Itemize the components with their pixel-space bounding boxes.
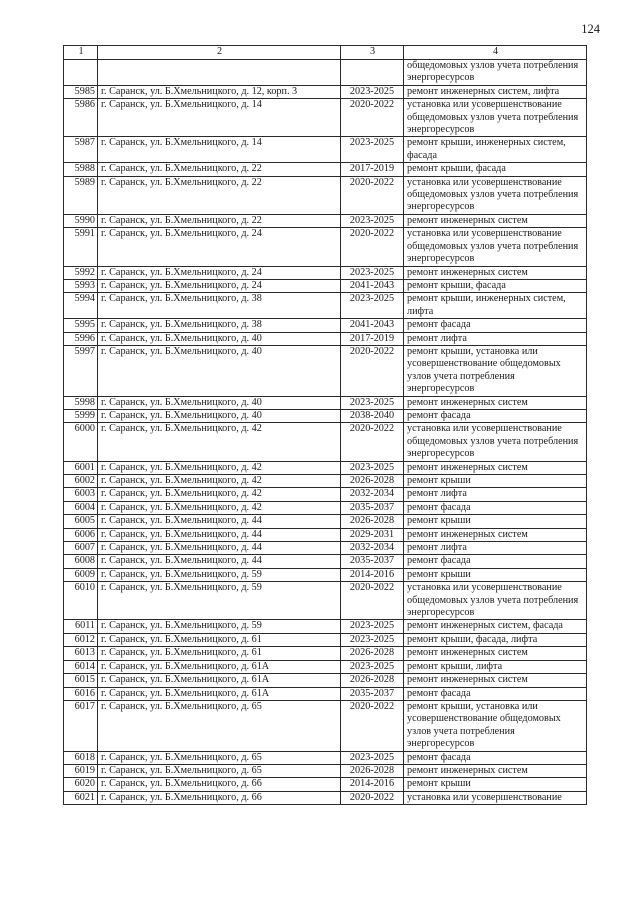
repair-schedule-table xyxy=(63,45,587,805)
table-row xyxy=(64,279,587,292)
work-type-cell: ремонт инженерных систем xyxy=(404,674,587,687)
address-cell: г. Саранск, ул. Б.Хмельницкого, д. 14 xyxy=(98,99,341,137)
table-row xyxy=(64,528,587,541)
row-number-cell: 6015 xyxy=(64,674,98,687)
address-cell: г. Саранск, ул. Б.Хмельницкого, д. 40 xyxy=(98,396,341,409)
table-row xyxy=(64,332,587,345)
row-number-cell: 6000 xyxy=(64,423,98,461)
work-type-cell: ремонт фасада xyxy=(404,751,587,764)
work-type-cell: ремонт инженерных систем xyxy=(404,647,587,660)
period-cell: 2023-2025 xyxy=(341,293,404,319)
table-row xyxy=(64,568,587,581)
table-row xyxy=(64,475,587,488)
address-cell: г. Саранск, ул. Б.Хмельницкого, д. 44 xyxy=(98,515,341,528)
row-number-cell: 5990 xyxy=(64,214,98,227)
address-cell: г. Саранск, ул. Б.Хмельницкого, д. 38 xyxy=(98,319,341,332)
period-cell: 2026-2028 xyxy=(341,674,404,687)
row-number-cell: 6001 xyxy=(64,461,98,474)
work-type-cell: ремонт крыши, фасада, лифта xyxy=(404,633,587,646)
row-number-cell: 6012 xyxy=(64,633,98,646)
table-row xyxy=(64,319,587,332)
row-number-cell: 5997 xyxy=(64,345,98,396)
period-cell: 2017-2019 xyxy=(341,332,404,345)
period-cell: 2023-2025 xyxy=(341,396,404,409)
table-row xyxy=(64,501,587,514)
work-type-cell: ремонт крыши, фасада xyxy=(404,279,587,292)
period-cell: 2026-2028 xyxy=(341,475,404,488)
row-number-cell: 6021 xyxy=(64,791,98,804)
table-row xyxy=(64,214,587,227)
work-type-cell: ремонт лифта xyxy=(404,488,587,501)
work-type-cell: установка или усовершенствование общедомовых узлов учета потребления энергоресурсов xyxy=(404,228,587,266)
work-type-cell: установка или усовершенствование общедомовых узлов учета потребления энергоресурсов xyxy=(404,176,587,214)
header-col-2: 2 xyxy=(98,46,341,60)
address-cell: г. Саранск, ул. Б.Хмельницкого, д. 44 xyxy=(98,528,341,541)
table-row xyxy=(64,660,587,673)
period-cell: 2017-2019 xyxy=(341,163,404,176)
row-number-cell: 5996 xyxy=(64,332,98,345)
address-cell: г. Саранск, ул. Б.Хмельницкого, д. 42 xyxy=(98,423,341,461)
row-number-cell: 6009 xyxy=(64,568,98,581)
row-number-cell: 6004 xyxy=(64,501,98,514)
row-number-cell: 5987 xyxy=(64,137,98,163)
work-type-cell: ремонт инженерных систем xyxy=(404,528,587,541)
work-type-cell: ремонт фасада xyxy=(404,409,587,422)
table-row xyxy=(64,85,587,98)
address-cell: г. Саранск, ул. Б.Хмельницкого, д. 42 xyxy=(98,488,341,501)
period-cell: 2029-2031 xyxy=(341,528,404,541)
table-row xyxy=(64,700,587,751)
period-cell: 2026-2028 xyxy=(341,647,404,660)
table-row xyxy=(64,137,587,163)
header-col-1: 1 xyxy=(64,46,98,60)
address-cell: г. Саранск, ул. Б.Хмельницкого, д. 65 xyxy=(98,700,341,751)
table-row xyxy=(64,582,587,620)
period-cell: 2020-2022 xyxy=(341,345,404,396)
address-cell: г. Саранск, ул. Б.Хмельницкого, д. 40 xyxy=(98,345,341,396)
period-cell: 2020-2022 xyxy=(341,423,404,461)
table-row xyxy=(64,555,587,568)
work-type-cell: ремонт крыши, инженерных систем, фасада xyxy=(404,137,587,163)
work-type-cell: ремонт крыши xyxy=(404,778,587,791)
row-number-cell xyxy=(64,60,98,86)
address-cell: г. Саранск, ул. Б.Хмельницкого, д. 65 xyxy=(98,751,341,764)
period-cell: 2026-2028 xyxy=(341,764,404,777)
work-type-cell: ремонт фасада xyxy=(404,687,587,700)
address-cell: г. Саранск, ул. Б.Хмельницкого, д. 59 xyxy=(98,620,341,633)
work-type-cell: ремонт крыши, инженерных систем, лифта xyxy=(404,293,587,319)
table-row xyxy=(64,176,587,214)
row-number-cell: 5992 xyxy=(64,266,98,279)
header-col-3: 3 xyxy=(341,46,404,60)
period-cell: 2035-2037 xyxy=(341,555,404,568)
address-cell xyxy=(98,60,341,86)
address-cell: г. Саранск, ул. Б.Хмельницкого, д. 44 xyxy=(98,542,341,555)
work-type-cell: ремонт крыши, установка или усовершенствование общедомовых узлов учета потребления энергоресурсов xyxy=(404,700,587,751)
address-cell: г. Саранск, ул. Б.Хмельницкого, д. 40 xyxy=(98,332,341,345)
period-cell: 2023-2025 xyxy=(341,266,404,279)
address-cell: г. Саранск, ул. Б.Хмельницкого, д. 59 xyxy=(98,568,341,581)
work-type-cell: ремонт лифта xyxy=(404,542,587,555)
table-row xyxy=(64,60,587,86)
period-cell: 2014-2016 xyxy=(341,778,404,791)
address-cell: г. Саранск, ул. Б.Хмельницкого, д. 12, корп. 3 xyxy=(98,85,341,98)
period-cell xyxy=(341,60,404,86)
table-row xyxy=(64,778,587,791)
work-type-cell: ремонт инженерных систем xyxy=(404,461,587,474)
row-number-cell: 6007 xyxy=(64,542,98,555)
address-cell: г. Саранск, ул. Б.Хмельницкого, д. 61А xyxy=(98,674,341,687)
period-cell: 2032-2034 xyxy=(341,488,404,501)
row-number-cell: 5989 xyxy=(64,176,98,214)
page-number: 124 xyxy=(581,22,600,36)
period-cell: 2020-2022 xyxy=(341,228,404,266)
address-cell: г. Саранск, ул. Б.Хмельницкого, д. 22 xyxy=(98,176,341,214)
address-cell: г. Саранск, ул. Б.Хмельницкого, д. 42 xyxy=(98,501,341,514)
period-cell: 2035-2037 xyxy=(341,501,404,514)
work-type-cell: ремонт крыши xyxy=(404,515,587,528)
work-type-cell: ремонт инженерных систем xyxy=(404,214,587,227)
row-number-cell: 6017 xyxy=(64,700,98,751)
work-type-cell: ремонт инженерных систем, лифта xyxy=(404,85,587,98)
row-number-cell: 6020 xyxy=(64,778,98,791)
period-cell: 2038-2040 xyxy=(341,409,404,422)
row-number-cell: 6019 xyxy=(64,764,98,777)
address-cell: г. Саранск, ул. Б.Хмельницкого, д. 59 xyxy=(98,582,341,620)
row-number-cell: 6016 xyxy=(64,687,98,700)
work-type-cell: установка или усовершенствование общедомовых узлов учета потребления энергоресурсов xyxy=(404,582,587,620)
address-cell: г. Саранск, ул. Б.Хмельницкого, д. 61 xyxy=(98,647,341,660)
period-cell: 2023-2025 xyxy=(341,633,404,646)
address-cell: г. Саранск, ул. Б.Хмельницкого, д. 22 xyxy=(98,214,341,227)
period-cell: 2023-2025 xyxy=(341,461,404,474)
work-type-cell: ремонт крыши, лифта xyxy=(404,660,587,673)
period-cell: 2023-2025 xyxy=(341,751,404,764)
address-cell: г. Саранск, ул. Б.Хмельницкого, д. 66 xyxy=(98,791,341,804)
row-number-cell: 5986 xyxy=(64,99,98,137)
address-cell: г. Саранск, ул. Б.Хмельницкого, д. 24 xyxy=(98,279,341,292)
table-row xyxy=(64,461,587,474)
work-type-cell: установка или усовершенствование xyxy=(404,791,587,804)
table-row xyxy=(64,764,587,777)
period-cell: 2023-2025 xyxy=(341,137,404,163)
period-cell: 2020-2022 xyxy=(341,791,404,804)
address-cell: г. Саранск, ул. Б.Хмельницкого, д. 61А xyxy=(98,687,341,700)
row-number-cell: 5994 xyxy=(64,293,98,319)
address-cell: г. Саранск, ул. Б.Хмельницкого, д. 42 xyxy=(98,461,341,474)
period-cell: 2023-2025 xyxy=(341,620,404,633)
period-cell: 2023-2025 xyxy=(341,214,404,227)
period-cell: 2014-2016 xyxy=(341,568,404,581)
table-row xyxy=(64,647,587,660)
work-type-cell: ремонт инженерных систем xyxy=(404,266,587,279)
work-type-cell: ремонт фасада xyxy=(404,555,587,568)
work-type-cell: ремонт крыши xyxy=(404,475,587,488)
work-type-cell: ремонт инженерных систем xyxy=(404,396,587,409)
work-type-cell: ремонт крыши, установка или усовершенствование общедомовых узлов учета потребления энергоресурсов xyxy=(404,345,587,396)
work-type-cell: ремонт крыши, фасада xyxy=(404,163,587,176)
work-type-cell: установка или усовершенствование общедомовых узлов учета потребления энергоресурсов xyxy=(404,99,587,137)
table-body xyxy=(64,60,587,805)
table-row xyxy=(64,620,587,633)
row-number-cell: 6014 xyxy=(64,660,98,673)
work-type-cell: общедомовых узлов учета потребления энергоресурсов xyxy=(404,60,587,86)
period-cell: 2041-2043 xyxy=(341,319,404,332)
work-type-cell: ремонт лифта xyxy=(404,332,587,345)
row-number-cell: 6018 xyxy=(64,751,98,764)
table-row xyxy=(64,163,587,176)
row-number-cell: 6003 xyxy=(64,488,98,501)
row-number-cell: 5995 xyxy=(64,319,98,332)
address-cell: г. Саранск, ул. Б.Хмельницкого, д. 65 xyxy=(98,764,341,777)
period-cell: 2020-2022 xyxy=(341,582,404,620)
address-cell: г. Саранск, ул. Б.Хмельницкого, д. 24 xyxy=(98,266,341,279)
row-number-cell: 6002 xyxy=(64,475,98,488)
table-row xyxy=(64,687,587,700)
period-cell: 2032-2034 xyxy=(341,542,404,555)
row-number-cell: 5998 xyxy=(64,396,98,409)
row-number-cell: 5999 xyxy=(64,409,98,422)
table-row xyxy=(64,396,587,409)
table-row xyxy=(64,409,587,422)
table-row xyxy=(64,99,587,137)
period-cell: 2020-2022 xyxy=(341,700,404,751)
period-cell: 2035-2037 xyxy=(341,687,404,700)
address-cell: г. Саранск, ул. Б.Хмельницкого, д. 38 xyxy=(98,293,341,319)
address-cell: г. Саранск, ул. Б.Хмельницкого, д. 22 xyxy=(98,163,341,176)
table-header-row xyxy=(64,46,587,60)
period-cell: 2023-2025 xyxy=(341,85,404,98)
address-cell: г. Саранск, ул. Б.Хмельницкого, д. 14 xyxy=(98,137,341,163)
work-type-cell: ремонт крыши xyxy=(404,568,587,581)
work-type-cell: установка или усовершенствование общедомовых узлов учета потребления энергоресурсов xyxy=(404,423,587,461)
table-row xyxy=(64,345,587,396)
table-row xyxy=(64,488,587,501)
row-number-cell: 6010 xyxy=(64,582,98,620)
row-number-cell: 5988 xyxy=(64,163,98,176)
table-row xyxy=(64,791,587,804)
table-row xyxy=(64,228,587,266)
row-number-cell: 6008 xyxy=(64,555,98,568)
address-cell: г. Саранск, ул. Б.Хмельницкого, д. 61 xyxy=(98,633,341,646)
period-cell: 2023-2025 xyxy=(341,660,404,673)
address-cell: г. Саранск, ул. Б.Хмельницкого, д. 40 xyxy=(98,409,341,422)
table-row xyxy=(64,633,587,646)
period-cell: 2026-2028 xyxy=(341,515,404,528)
address-cell: г. Саранск, ул. Б.Хмельницкого, д. 61А xyxy=(98,660,341,673)
work-type-cell: ремонт фасада xyxy=(404,501,587,514)
table-row xyxy=(64,423,587,461)
row-number-cell: 6005 xyxy=(64,515,98,528)
table-row xyxy=(64,515,587,528)
address-cell: г. Саранск, ул. Б.Хмельницкого, д. 66 xyxy=(98,778,341,791)
address-cell: г. Саранск, ул. Б.Хмельницкого, д. 24 xyxy=(98,228,341,266)
period-cell: 2020-2022 xyxy=(341,176,404,214)
header-col-4: 4 xyxy=(404,46,587,60)
period-cell: 2020-2022 xyxy=(341,99,404,137)
table-row xyxy=(64,266,587,279)
row-number-cell: 5991 xyxy=(64,228,98,266)
row-number-cell: 6013 xyxy=(64,647,98,660)
row-number-cell: 5993 xyxy=(64,279,98,292)
period-cell: 2041-2043 xyxy=(341,279,404,292)
address-cell: г. Саранск, ул. Б.Хмельницкого, д. 44 xyxy=(98,555,341,568)
work-type-cell: ремонт фасада xyxy=(404,319,587,332)
table-row xyxy=(64,674,587,687)
table-row xyxy=(64,542,587,555)
work-type-cell: ремонт инженерных систем, фасада xyxy=(404,620,587,633)
row-number-cell: 6011 xyxy=(64,620,98,633)
table-row xyxy=(64,293,587,319)
work-type-cell: ремонт инженерных систем xyxy=(404,764,587,777)
row-number-cell: 6006 xyxy=(64,528,98,541)
address-cell: г. Саранск, ул. Б.Хмельницкого, д. 42 xyxy=(98,475,341,488)
row-number-cell: 5985 xyxy=(64,85,98,98)
table-row xyxy=(64,751,587,764)
